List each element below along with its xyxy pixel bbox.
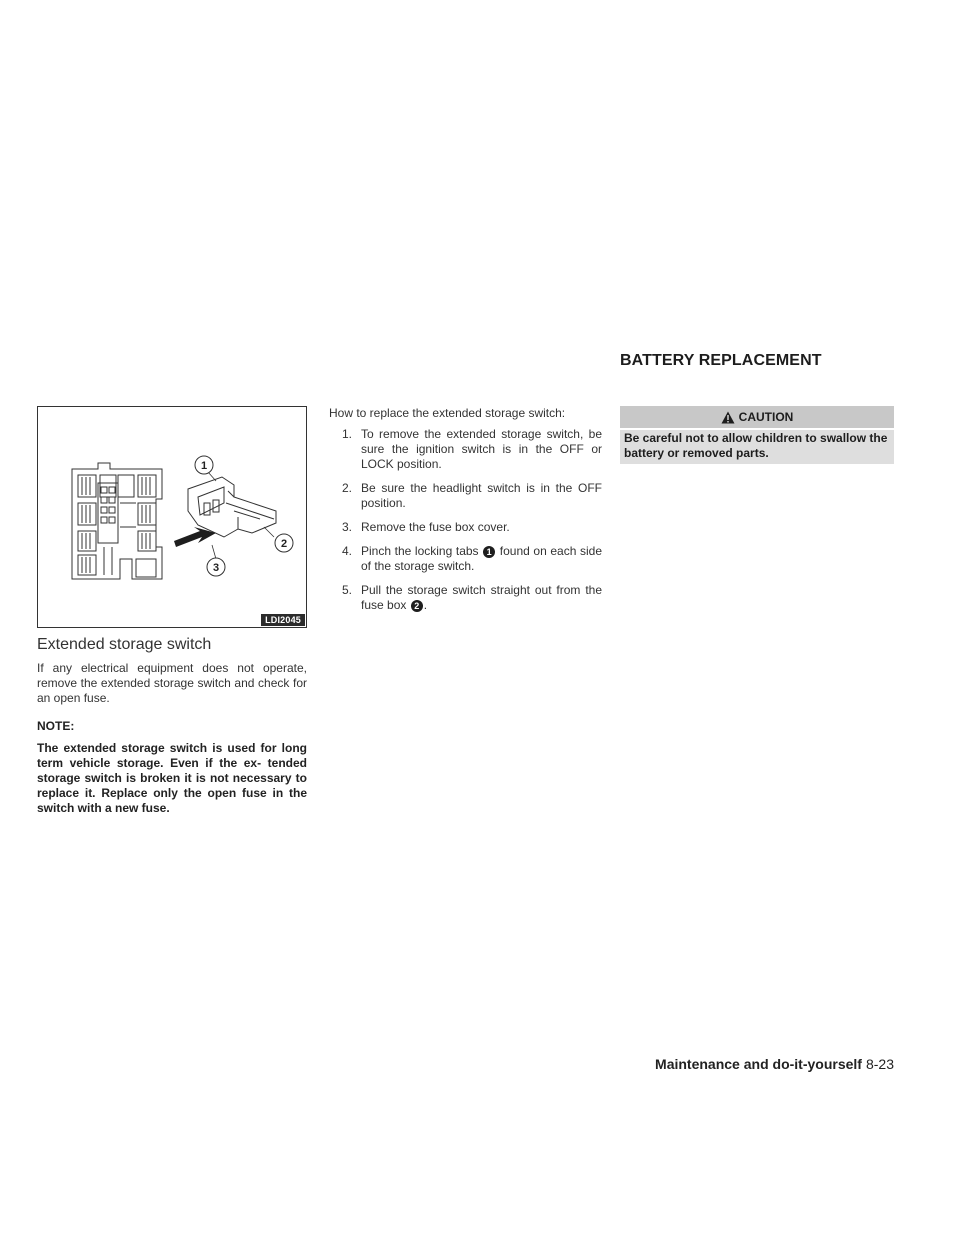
- step-number: 5.: [342, 583, 353, 597]
- step-text-post: .: [423, 598, 428, 612]
- svg-text:1: 1: [200, 460, 208, 472]
- callout-1: [195, 456, 213, 474]
- callout-3: [207, 558, 225, 576]
- list-item: [342, 481, 602, 511]
- caution-text: Be careful not to allow children to swallow the battery or removed parts.: [624, 431, 888, 460]
- callout-2: [275, 534, 293, 552]
- list-item: [342, 520, 602, 535]
- intro-paragraph: If any electrical equipment does not operate, remove the extended storage switch and check for an open fuse.: [37, 661, 307, 705]
- step-number: 1.: [342, 427, 353, 441]
- list-item: [342, 427, 602, 472]
- list-item: [342, 583, 602, 613]
- note-paragraph: The extended storage switch is used for long term vehicle storage. Even if the ex- tended storage switch is broken it is not necessary to replace it. Replace only the open fuse in the switch with a new fuse.: [37, 741, 307, 815]
- step-text-pre: Pinch the locking tabs: [361, 544, 483, 558]
- svg-text:3: 3: [212, 562, 220, 574]
- fuse-box-illustration: [37, 406, 307, 628]
- callout-1-icon: 1: [483, 546, 495, 558]
- caution-title: CAUTION: [738, 410, 794, 424]
- caution-header: [620, 406, 894, 430]
- steps-intro: How to replace the extended storage switch:: [329, 406, 566, 420]
- step-number: 2.: [342, 481, 353, 495]
- step-number: 4.: [342, 544, 353, 558]
- steps-list: [342, 427, 602, 622]
- page-footer: [655, 1056, 894, 1072]
- footer-section-title: Maintenance and do-it-yourself: [655, 1056, 862, 1072]
- battery-replacement-heading: BATTERY REPLACEMENT: [620, 352, 822, 369]
- callout-2-icon: 2: [411, 600, 423, 612]
- list-item: [342, 544, 602, 574]
- step-text-post: found on each side of the storage switch.: [361, 544, 602, 573]
- caution-box: [620, 406, 894, 464]
- step-text: Remove the fuse box cover.: [361, 520, 510, 534]
- figure-code: LDI2045: [261, 614, 305, 626]
- note-label: NOTE:: [37, 719, 75, 733]
- step-text: To remove the extended storage switch, be sure the ignition switch is in the OFF or LOCK position.: [361, 427, 602, 471]
- svg-text:2: 2: [280, 538, 288, 550]
- step-number: 3.: [342, 520, 353, 534]
- step-text-pre: Pull the storage switch straight out from the fuse box: [361, 583, 602, 612]
- fuse-box-drawing: [38, 407, 306, 627]
- warning-triangle-icon: [721, 411, 735, 424]
- section-title: Extended storage switch: [37, 636, 212, 653]
- step-text: Be sure the headlight switch is in the OFF position.: [361, 481, 602, 510]
- page-number: 8-23: [865, 1056, 894, 1072]
